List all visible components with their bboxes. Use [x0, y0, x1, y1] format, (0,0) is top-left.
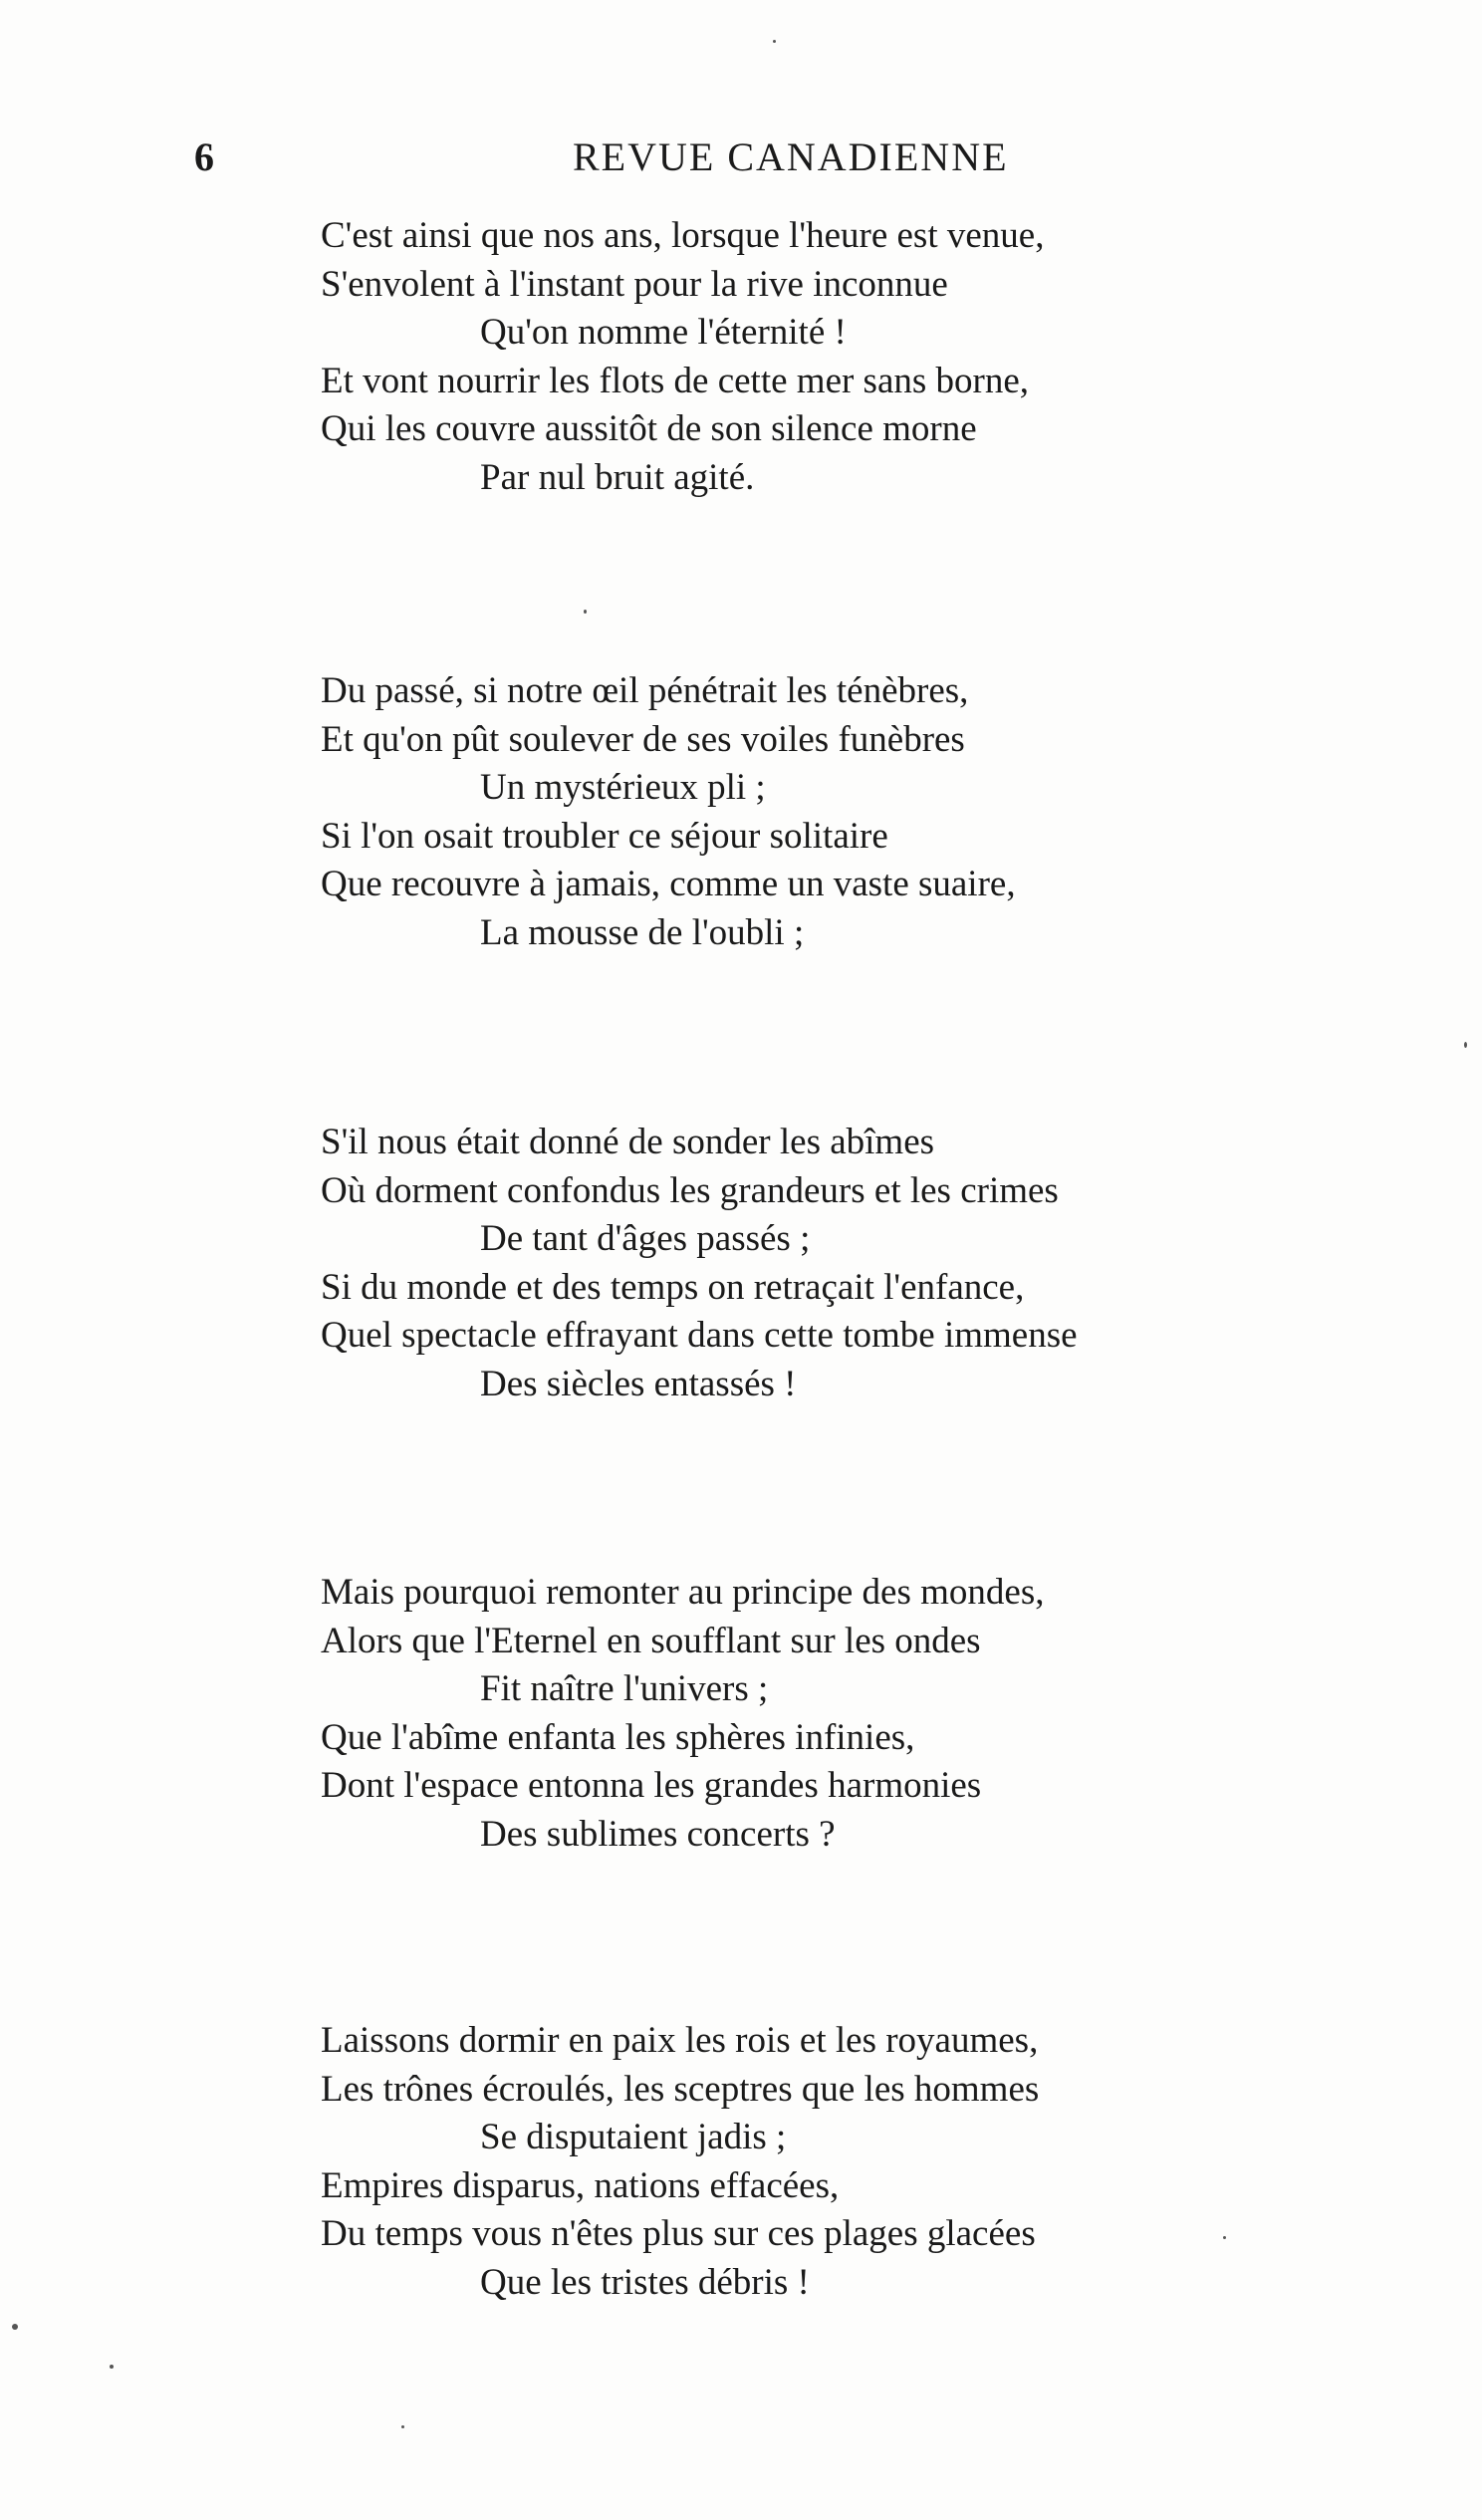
verse-line: C'est ainsi que nos ans, lorsque l'heure est venue, — [321, 215, 1045, 256]
verse-line-indented: Que les tristes débris ! — [480, 2261, 810, 2303]
stanza — [321, 667, 1277, 957]
scan-speck — [773, 40, 776, 43]
verse-line: S'il nous était donné de sonder les abîmes — [321, 1122, 935, 1162]
verse-line-indented: Un mystérieux pli ; — [480, 767, 766, 808]
verse-line: Si du monde et des temps on retraçait l'enfance, — [321, 1266, 1025, 1308]
verse-line-indented: Des siècles entassés ! — [480, 1363, 797, 1404]
scan-speck — [1464, 1042, 1467, 1048]
running-title: REVUE CANADIENNE — [573, 134, 1009, 179]
verse-line: Alors que l'Eternel en soufflant sur les ondes — [321, 1620, 981, 1661]
stanza — [321, 1569, 1277, 1859]
verse-line: Empires disparus, nations effacées, — [321, 2164, 840, 2206]
verse-line: Que recouvre à jamais, comme un vaste suaire, — [321, 864, 1016, 904]
verse-line-indented: Par nul bruit agité. — [480, 456, 755, 498]
verse-line: Mais pourquoi remonter au principe des mondes, — [321, 1572, 1045, 1613]
stanza — [321, 2017, 1277, 2307]
scan-speck — [1223, 2236, 1226, 2239]
verse-line-indented: Qu'on nomme l'éternité ! — [480, 312, 847, 353]
page-header — [194, 127, 1230, 187]
verse-line: Dont l'espace entonna les grandes harmonies — [321, 1765, 982, 1806]
verse-line: Du temps vous n'êtes plus sur ces plages glacées — [321, 2213, 1036, 2254]
stanza — [321, 212, 1277, 502]
verse-line: Du passé, si notre œil pénétrait les ténèbres, — [321, 670, 969, 711]
verse-line: Que l'abîme enfanta les sphères infinies, — [321, 1716, 915, 1758]
verse-line-indented: Se disputaient jadis ; — [480, 2117, 787, 2157]
scan-speck — [110, 2365, 114, 2369]
scan-speck — [584, 610, 587, 614]
verse-line-indented: Fit naître l'univers ; — [480, 1668, 769, 1709]
stanza — [321, 1119, 1277, 1408]
verse-line: Qui les couvre aussitôt de son silence morne — [321, 408, 977, 449]
verse-line: Et qu'on pût soulever de ses voiles funèbres — [321, 718, 965, 760]
verse-line-indented: De tant d'âges passés ; — [480, 1218, 811, 1259]
verse-line-indented: Des sublimes concerts ? — [480, 1813, 836, 1855]
page-number: 6 — [194, 134, 214, 179]
verse-line: Où dorment confondus les grandeurs et les crimes — [321, 1169, 1059, 1211]
scan-speck — [12, 2324, 18, 2330]
scan-speck — [401, 2425, 404, 2428]
verse-line: Si l'on osait troubler ce séjour solitaire — [321, 815, 888, 857]
verse-line: Laissons dormir en paix les rois et les royaumes, — [321, 2020, 1039, 2061]
verse-line: Et vont nourrir les flots de cette mer sans borne, — [321, 360, 1030, 401]
verse-line: Quel spectacle effrayant dans cette tombe immense — [321, 1315, 1078, 1356]
verse-line: S'envolent à l'instant pour la rive inconnue — [321, 263, 948, 305]
verse-line: Les trônes écroulés, les sceptres que les hommes — [321, 2068, 1040, 2110]
verse-line-indented: La mousse de l'oubli ; — [480, 911, 805, 953]
